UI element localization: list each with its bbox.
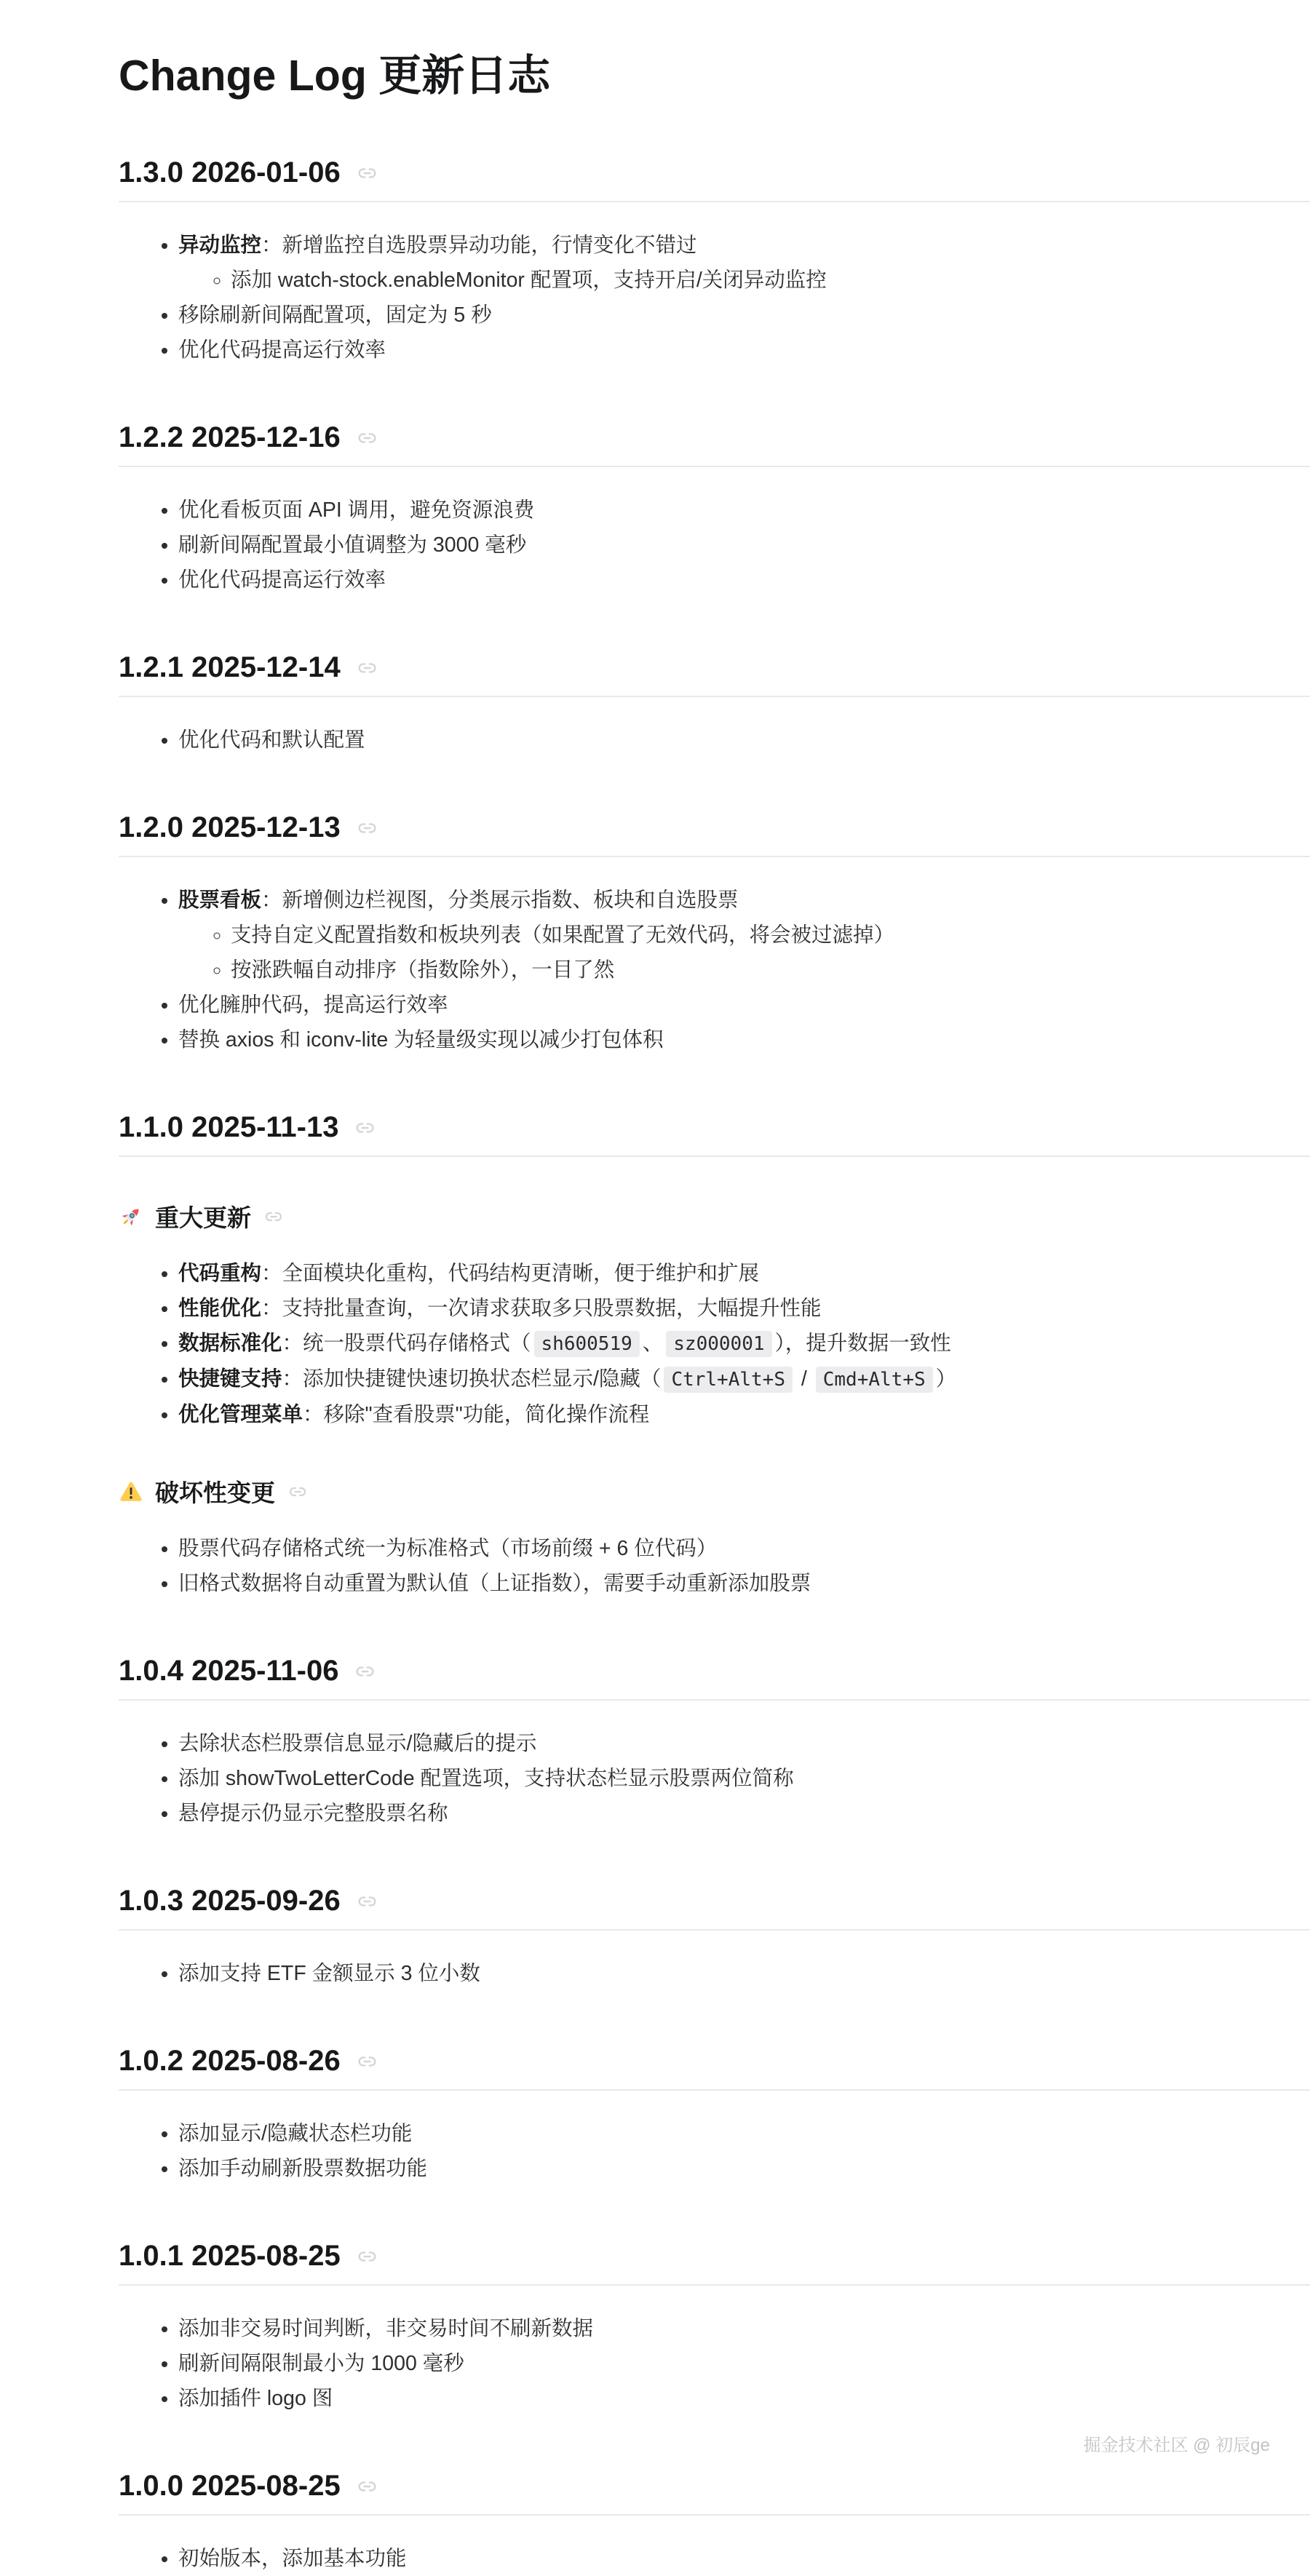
version-heading	[119, 2240, 1310, 2286]
changelog-item	[178, 2347, 1310, 2381]
changelog-item	[178, 1023, 1310, 1057]
changelog-list	[119, 228, 1310, 367]
anchor-link-icon[interactable]	[355, 659, 379, 677]
changelog-item	[178, 563, 1310, 597]
version-heading-text: 1.0.1 2025-08-25	[119, 2240, 341, 2272]
inline-code: sz000001	[666, 1331, 771, 1357]
changelog-list	[119, 723, 1310, 758]
changelog-list	[119, 1257, 1310, 1432]
item-text: 添加插件 logo 图	[178, 2387, 333, 2410]
version-heading-text: 1.0.3 2025-09-26	[119, 1885, 341, 1917]
rocket-emoji-icon	[119, 1204, 143, 1229]
changelog-item	[231, 263, 1310, 298]
item-text: 支持自定义配置指数和板块列表（如果配置了无效代码，将会被过滤掉）	[231, 923, 895, 947]
version-heading-text: 1.1.0 2025-11-13	[119, 1111, 339, 1143]
changelog-list	[119, 2312, 1310, 2416]
item-text: ：新增监控自选股票异动功能，行情变化不错过	[261, 234, 697, 257]
anchor-link-icon[interactable]	[353, 1662, 377, 1681]
changelog-sublist	[178, 263, 1310, 298]
changelog-item	[178, 723, 1310, 758]
version-heading-text: 1.2.0 2025-12-13	[119, 811, 341, 843]
item-text: ：添加快捷键快速切换状态栏显示/隐藏（	[282, 1367, 662, 1391]
anchor-link-icon[interactable]	[353, 1118, 377, 1137]
item-text: 添加 watch-stock.enableMonitor 配置项，支持开启/关闭异动监控	[231, 269, 827, 292]
item-text: 添加支持 ETF 金额显示 3 位小数	[178, 1962, 480, 1985]
item-text: 优化臃肿代码，提高运行效率	[178, 993, 448, 1017]
changelog-item	[178, 1362, 1310, 1397]
changelog-item	[178, 2152, 1310, 2186]
page-title-text: Change Log 更新日志	[119, 52, 551, 100]
version-heading-text: 1.0.2 2025-08-26	[119, 2045, 341, 2077]
changelog-item	[178, 2312, 1310, 2346]
item-term: 异动监控	[178, 234, 262, 257]
item-text: ：全面模块化重构，代码结构更清晰，便于维护和扩展	[261, 1262, 760, 1285]
changelog-item	[178, 228, 1310, 298]
version-heading	[119, 1111, 1310, 1157]
item-text: 股票代码存储格式统一为标准格式（市场前缀 + 6 位代码）	[178, 1537, 718, 1560]
item-term: 快捷键支持	[178, 1367, 282, 1391]
anchor-link-icon[interactable]	[355, 1892, 379, 1911]
anchor-link-icon[interactable]	[355, 2052, 379, 2071]
changelog-item	[178, 1567, 1310, 1601]
changelog-item	[178, 2117, 1310, 2151]
changelog-item	[178, 528, 1310, 562]
anchor-link-icon[interactable]	[355, 164, 379, 183]
changelog-list	[119, 2542, 1310, 2576]
version-heading-text: 1.3.0 2026-01-06	[119, 156, 341, 188]
item-text: ：支持批量查询，一次请求获取多只股票数据，大幅提升性能	[261, 1297, 822, 1320]
changelog-list	[119, 1957, 1310, 1991]
item-text: 优化代码提高运行效率	[178, 338, 386, 362]
item-text: 移除刷新间隔配置项，固定为 5 秒	[178, 303, 492, 327]
changelog-item	[178, 988, 1310, 1022]
version-heading	[119, 651, 1310, 697]
changelog-sections	[119, 156, 1310, 2576]
changelog-item	[178, 2542, 1310, 2576]
item-term: 股票看板	[178, 889, 262, 912]
changelog-item	[178, 883, 1310, 987]
subsection-heading	[119, 1199, 1310, 1233]
version-heading	[119, 156, 1310, 202]
item-text: 替换 axios 和 iconv-lite 为轻量级实现以减少打包体积	[178, 1028, 664, 1052]
version-heading-text: 1.0.4 2025-11-06	[119, 1655, 339, 1687]
item-term: 优化管理菜单	[178, 1403, 303, 1426]
changelog-sublist	[178, 918, 1310, 987]
item-text: ：新增侧边栏视图，分类展示指数、板块和自选股票	[261, 889, 739, 912]
version-heading	[119, 421, 1310, 467]
changelog-item	[178, 493, 1310, 528]
changelog-item	[178, 1797, 1310, 1831]
version-heading-text: 1.2.2 2025-12-16	[119, 421, 341, 453]
changelog-item	[178, 1532, 1310, 1566]
version-heading	[119, 1885, 1310, 1931]
anchor-link-icon[interactable]	[287, 1483, 309, 1500]
changelog-item	[178, 1327, 1310, 1361]
version-heading	[119, 1655, 1310, 1701]
version-heading	[119, 811, 1310, 857]
changelog-item	[178, 1762, 1310, 1796]
item-text: 优化代码提高运行效率	[178, 568, 386, 592]
inline-code: Cmd+Alt+S	[816, 1367, 933, 1393]
item-text: 旧格式数据将自动重置为默认值（上证指数），需要手动重新添加股票	[178, 1572, 811, 1595]
changelog-item	[178, 1398, 1310, 1432]
inline-code: sh600519	[534, 1331, 640, 1357]
item-text: 去除状态栏股票信息显示/隐藏后的提示	[178, 1732, 537, 1755]
item-text: 优化代码和默认配置	[178, 728, 365, 752]
item-text: 刷新间隔限制最小为 1000 毫秒	[178, 2352, 464, 2375]
watermark-text: 掘金技术社区 @ 初辰ge	[1083, 2436, 1270, 2455]
version-heading	[119, 2470, 1310, 2516]
anchor-link-icon[interactable]	[355, 819, 379, 838]
version-heading	[119, 2045, 1310, 2091]
changelog-list	[119, 2117, 1310, 2186]
changelog-list	[119, 883, 1310, 1057]
item-term: 性能优化	[178, 1297, 262, 1320]
subsection-heading-text: 重大更新	[155, 1204, 251, 1231]
changelog-item	[178, 2382, 1310, 2416]
changelog-item	[178, 1292, 1310, 1326]
changelog-item	[231, 953, 1310, 987]
item-text: ：移除"查看股票"功能，简化操作流程	[303, 1403, 650, 1426]
item-text: 悬停提示仍显示完整股票名称	[178, 1802, 448, 1825]
item-text: 按涨跌幅自动排序（指数除外），一目了然	[231, 958, 615, 982]
changelog-item	[178, 1727, 1310, 1761]
item-text: 刷新间隔配置最小值调整为 3000 毫秒	[178, 533, 527, 557]
changelog-item	[231, 918, 1310, 953]
item-text: 、	[642, 1332, 664, 1355]
version-heading-text: 1.2.1 2025-12-14	[119, 651, 341, 683]
item-text: ）	[935, 1367, 957, 1391]
changelog-item	[178, 298, 1310, 333]
item-text: 初始版本，添加基本功能	[178, 2547, 407, 2570]
version-heading-text: 1.0.0 2025-08-25	[119, 2470, 341, 2502]
inline-code: Ctrl+Alt+S	[664, 1367, 793, 1393]
anchor-link-icon[interactable]	[263, 1208, 285, 1225]
changelog-item	[178, 1257, 1310, 1291]
subsection-heading	[119, 1474, 1310, 1508]
item-text: 添加 showTwoLetterCode 配置选项，支持状态栏显示股票两位简称	[178, 1767, 794, 1790]
item-text: 优化看板页面 API 调用，避免资源浪费	[178, 498, 535, 522]
changelog-list	[119, 1532, 1310, 1601]
subsection-heading-text: 破坏性变更	[155, 1479, 275, 1506]
item-text: 添加显示/隐藏状态栏功能	[178, 2122, 413, 2145]
warning-emoji-icon	[119, 1479, 143, 1504]
changelog-item	[178, 1957, 1310, 1991]
changelog-list	[119, 1727, 1310, 1831]
anchor-link-icon[interactable]	[355, 2247, 379, 2266]
item-term: 数据标准化	[178, 1332, 282, 1355]
item-text: ），提升数据一致性	[774, 1332, 951, 1355]
changelog-list	[119, 493, 1310, 597]
item-text: 添加非交易时间判断，非交易时间不刷新数据	[178, 2317, 594, 2340]
item-term: 代码重构	[178, 1262, 262, 1285]
changelog-item	[178, 333, 1310, 367]
anchor-link-icon[interactable]	[355, 429, 379, 448]
item-text: ：统一股票代码存储格式（	[282, 1332, 531, 1355]
page-title	[119, 41, 1310, 103]
item-text: /	[795, 1367, 813, 1391]
anchor-link-icon[interactable]	[355, 2477, 379, 2496]
item-text: 添加手动刷新股票数据功能	[178, 2157, 428, 2180]
